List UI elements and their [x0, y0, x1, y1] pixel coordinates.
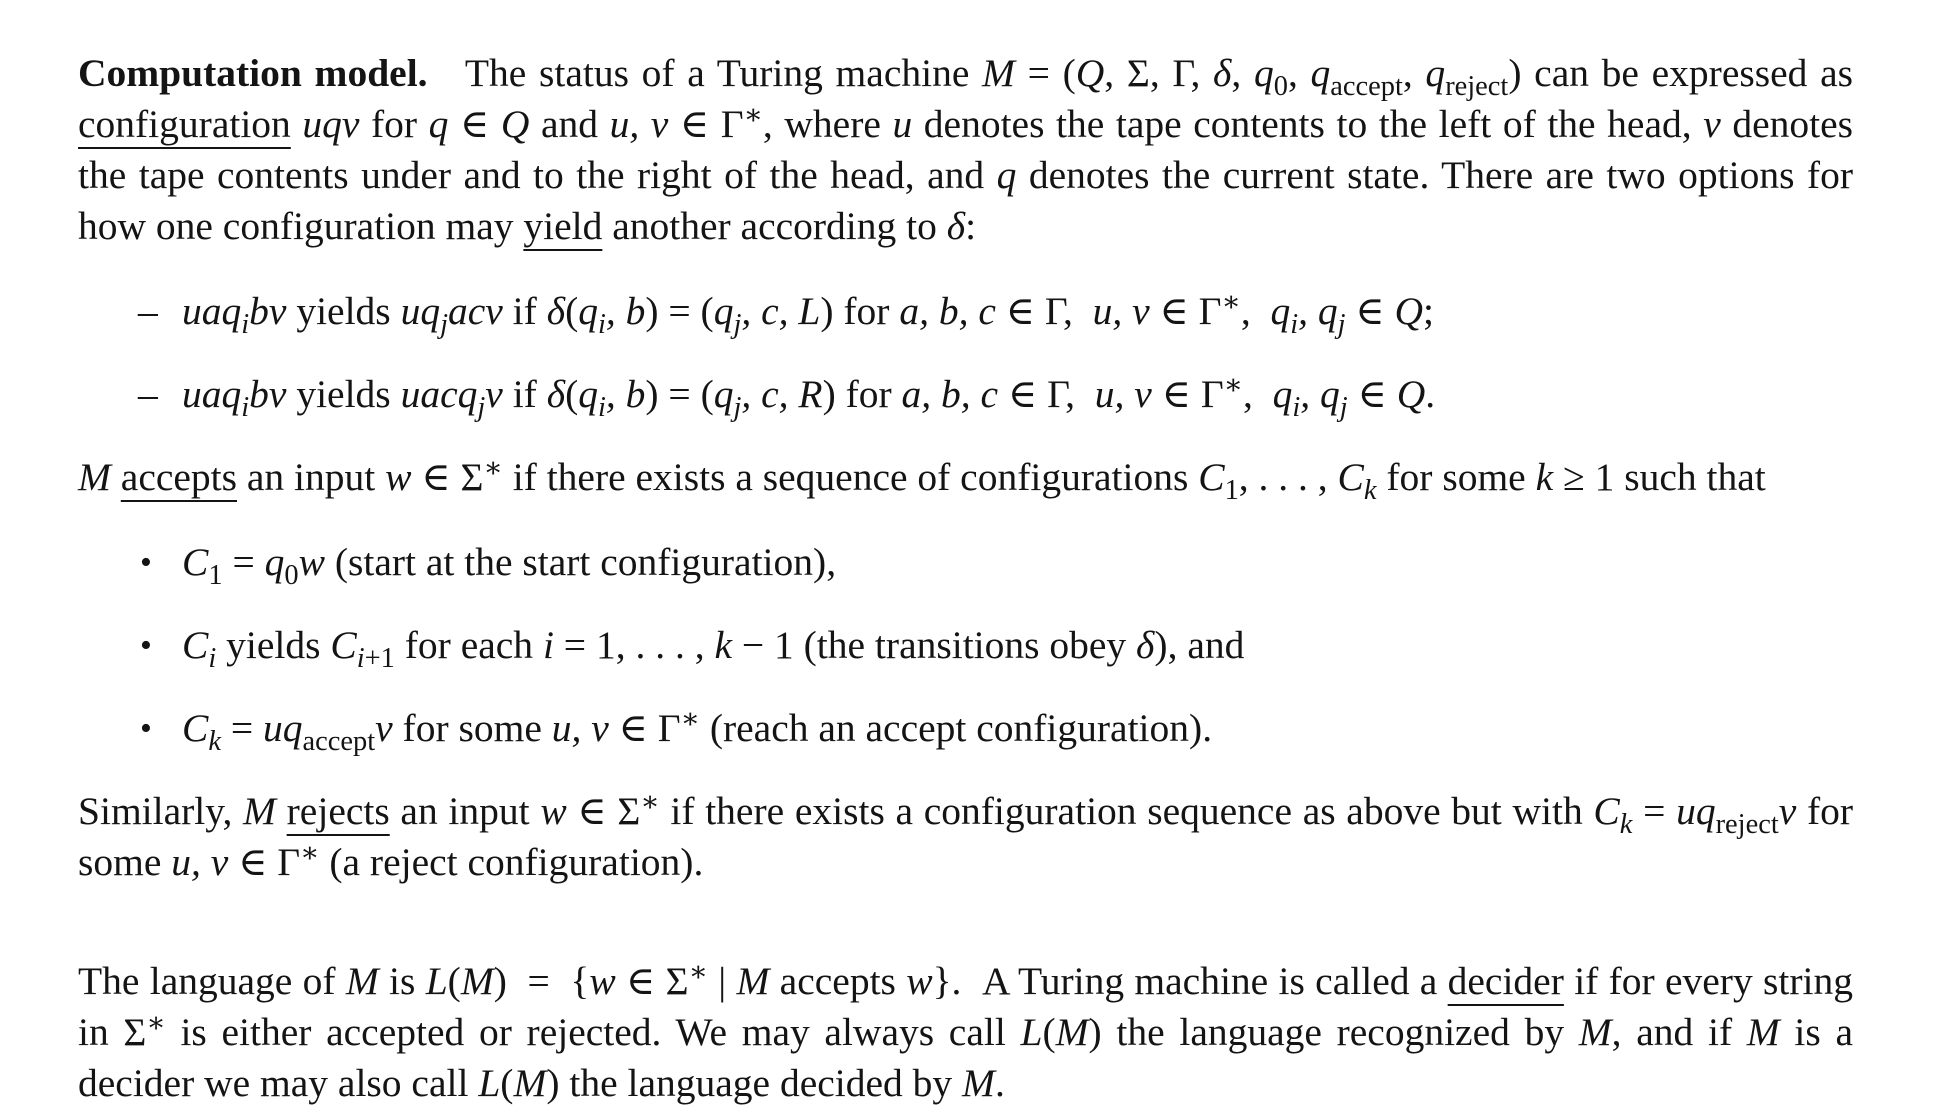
uqv-expr: uqv — [302, 102, 360, 146]
condition-start: • $C_1 = q_0w$ (start at the start configuration), — [78, 537, 1853, 588]
accept-conditions — [78, 537, 1853, 758]
machine-tuple: M = (Q, Σ, Γ, δ, $q_0$, $q_{accept}$, $q_{reject}$) — [982, 51, 1522, 103]
intro-paragraph: Computation model. The status of a Turing machine M = (Q, Σ, Γ, δ, $q_0$, $q_{accept}$, $q_{reject}$) can be expressed as configuration uqv for q ∈ Q and u, v ∈ Γ∗, where u denotes the tape contents to the left of the head, v denotes the tape contents under and to the right of the head, and q denotes the current state. There are two options for how one configuration may yield another according to δ: — [78, 51, 1853, 248]
condition-yields: • $C_i$ yields $C_{i+1}$ for each i = 1, . . . , k − 1 (the transitions obey δ), and — [78, 620, 1853, 671]
condition-accept: • $C_k = uq_{accept}v$ for some u, v ∈ Γ∗ (reach an accept configuration). — [140, 704, 1213, 758]
rejects-term: rejects — [286, 789, 390, 833]
rule-right: – uaq$_i$bv yields uacq$_j$v if $\delta(q_i$, $b) = (q_j$, c, R) for a, b, c ∈ Γ, u, v ∈ Γ∗, $q_i$, $q_j$ ∈ Q. — [138, 370, 1436, 424]
rejects-paragraph: Similarly, M rejects an input w ∈ Σ∗ if there exists a configuration sequence as above but with $C_k = uq_{reject}v$ for some u, v ∈ Γ∗ (a reject configuration). — [78, 787, 1854, 884]
bullet-marker: • — [140, 710, 152, 747]
can-be-expressed: can be expressed — [1534, 51, 1808, 95]
accepts-term: accepts — [120, 455, 238, 499]
intro-text: The status of a Turing machine — [464, 51, 970, 95]
language-paragraph: The language of M is L(M) = {w ∈ Σ∗ | M accepts w}. A Turing machine is called a decider if for every string in Σ∗ is either accepted or rejected. We may always call L(M) the language recognized by M, and if M is a decider we may also call L(M) the language decided by M. — [78, 957, 1854, 1105]
dash-marker: – — [138, 289, 158, 333]
accepts-paragraph: M accepts an input w ∈ Σ∗ if there exists a sequence of configurations $C_1$, . . . , $C_k$ for some k ≥ 1 such that — [78, 453, 1766, 507]
bullet-marker: • — [140, 544, 152, 581]
decider-term: decider — [1447, 959, 1564, 1003]
yield-term: yield — [523, 204, 603, 248]
rule-left: – uaq$_i$bv yields $uq_jacv$ if $\delta(q_i$, $b) = (q_j$, c, L) for a, b, c ∈ Γ, u, v ∈ Γ∗, $q_i$, $q_j$ ∈ Q; — [138, 287, 1435, 341]
section-heading: Computation model. — [78, 51, 428, 95]
dash-marker: – — [138, 372, 158, 416]
bullet-marker: • — [140, 627, 152, 664]
document-page — [78, 48, 1853, 1109]
transition-rules — [78, 286, 1853, 424]
configuration-term: configuration — [78, 102, 291, 146]
